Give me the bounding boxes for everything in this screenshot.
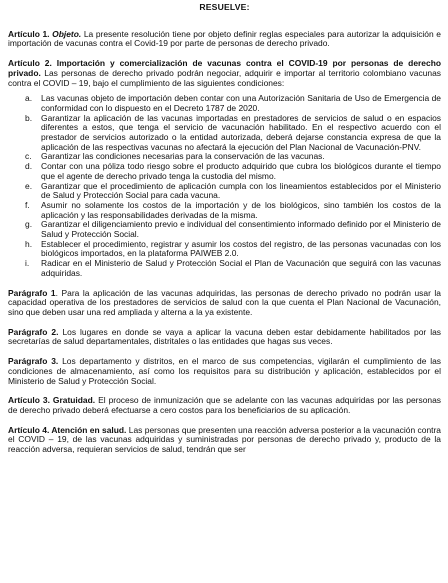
article-1-label: Artículo 1. (8, 28, 50, 39)
paragraph-1-text: . Para la aplicación de las vacunas adquiridas, las personas de derecho privado no podrán usar la capacidad operativa de los prestadores de servicios de salud con la que cuenta el Plan Nacional de Vacunación, sino que deben usar una red ampliada y alterna a la ya existente. (8, 287, 441, 317)
list-item (8, 162, 441, 181)
article-4-text: Las personas que presenten una reacción adversa posterior a la vacunación contra el COVID – 19, de las vacunas adquiridas y suministradas por personas de derecho privado y, producto de la reacción adversa, requieran servicios de salud, tendrán que ser (8, 424, 441, 455)
list-item-text: Garantizar que el procedimiento de aplicación cumpla con los lineamientos establecidos por el Ministerio de Salud y Protección Social para cada vacuna. (41, 180, 441, 201)
list-item (8, 220, 441, 239)
paragraph-1-label: Parágrafo 1 (8, 287, 56, 298)
list-item (8, 182, 441, 201)
article-2-text: Las personas de derecho privado podrán negociar, adquirir e importar al territorio colombiano vacunas contra el COVID – 19, bajo el cumplimiento de las siguientes condiciones: (8, 67, 441, 88)
article-4-label: Artículo 4. Atención en salud. (8, 424, 127, 435)
article-2-heading: Artículo 2. Importación y comercialización de vacunas contra el COVID-19 por personas de derecho privado. (8, 58, 441, 78)
article-1 (8, 30, 441, 49)
list-marker: g. (25, 219, 33, 230)
paragraph-2-text: Los lugares en donde se vaya a aplicar la vacuna deben estar debidamente habilitados por las secretarías de salud departamentales, distritales o las entidades que hagas sus veces. (8, 326, 441, 347)
list-item-text: Garantizar el diligenciamiento previo e individual del consentimiento informado definido por el Ministerio de Salud y Protección Social. (41, 219, 441, 240)
list-marker: c. (25, 151, 32, 162)
article-3-text: El proceso de inmunización que se adelante con las vacunas adquiridas por las personas de derecho privado deberá efectuarse a cero costos para los beneficiarios de su aplicación. (8, 395, 441, 415)
article-1-text: La presente resolución tiene por objeto definir reglas especiales para autorizar la adquisición e importación de vacunas contra el Covid-19 por parte de personas de derecho privado. (8, 28, 441, 49)
list-item-text: Garantizar la aplicación de las vacunas importadas en prestadores de servicios de salud o en espacios diferentes a estos, que tenga el servicio de vacunación habilitado. En el respectivo acuerdo con el prestador de servicios autorizado o la entidad autorizada, deberá dejarse constancia expresa de que la aplicación de las respectivas vacunas no afectará la ejecución del Plan Nacional de Vacunación-PNV. (41, 112, 441, 152)
paragraph-3-text: Los departamento y distritos, en el marco de sus competencias, vigilarán el cumplimiento de las condiciones de almacenamiento, así como los requisitos para su distribución y aplicación, establecidos por el Ministerio de Salud y Protección Social. (8, 356, 441, 386)
list-marker: i. (25, 258, 30, 269)
paragraph-2 (8, 328, 441, 347)
list-marker: b. (25, 112, 33, 123)
article-1-title: Objeto. (52, 28, 82, 39)
list-item-text: Garantizar las condiciones necesarias para la conservación de las vacunas. (41, 151, 325, 162)
list-marker: f. (25, 199, 30, 210)
list-item-text: Asumir no solamente los costos de la importación y de los biológicos, sino también los costos de la aplicación y las responsabilidades derivadas de la misma. (41, 199, 441, 220)
resolve-heading: RESUELVE: (199, 2, 250, 12)
list-marker: a. (25, 93, 33, 104)
list-item-text: Radicar en el Ministerio de Salud y Protección Social el Plan de Vacunación que seguirá con las vacunas adquiridas. (41, 258, 441, 278)
list-item (8, 259, 441, 278)
list-marker: e. (25, 180, 33, 191)
conditions-list (8, 94, 441, 278)
paragraph-3-label: Parágrafo 3. (8, 356, 59, 367)
paragraph-1 (8, 289, 441, 318)
list-marker: h. (25, 238, 33, 249)
article-3-label: Artículo 3. Gratuidad. (8, 395, 96, 406)
list-item (8, 94, 441, 113)
article-2 (8, 59, 441, 88)
list-item (8, 240, 441, 259)
list-item-text: Contar con una póliza todo riesgo sobre el producto adquirido que cubra los biológicos durante el tiempo que el agente de derecho privado tenga la custodia del mismo. (41, 161, 441, 181)
list-marker: d. (25, 161, 33, 172)
list-item-text: Las vacunas objeto de importación deben contar con una Autorización Sanitaria de Uso de Emergencia de conformidad con lo dispuesto en el Decreto 1787 de 2020. (41, 93, 441, 113)
list-item-text: Establecer el procedimiento, registrar y asumir los costos del registro, de las personas vacunadas con los biológicos importados, en la plataforma PAIWEB 2.0. (41, 238, 441, 259)
article-3 (8, 396, 441, 415)
list-item (8, 114, 441, 153)
article-4 (8, 426, 441, 455)
list-item (8, 201, 441, 220)
paragraph-2-label: Parágrafo 2. (8, 326, 59, 337)
paragraph-3 (8, 357, 441, 386)
